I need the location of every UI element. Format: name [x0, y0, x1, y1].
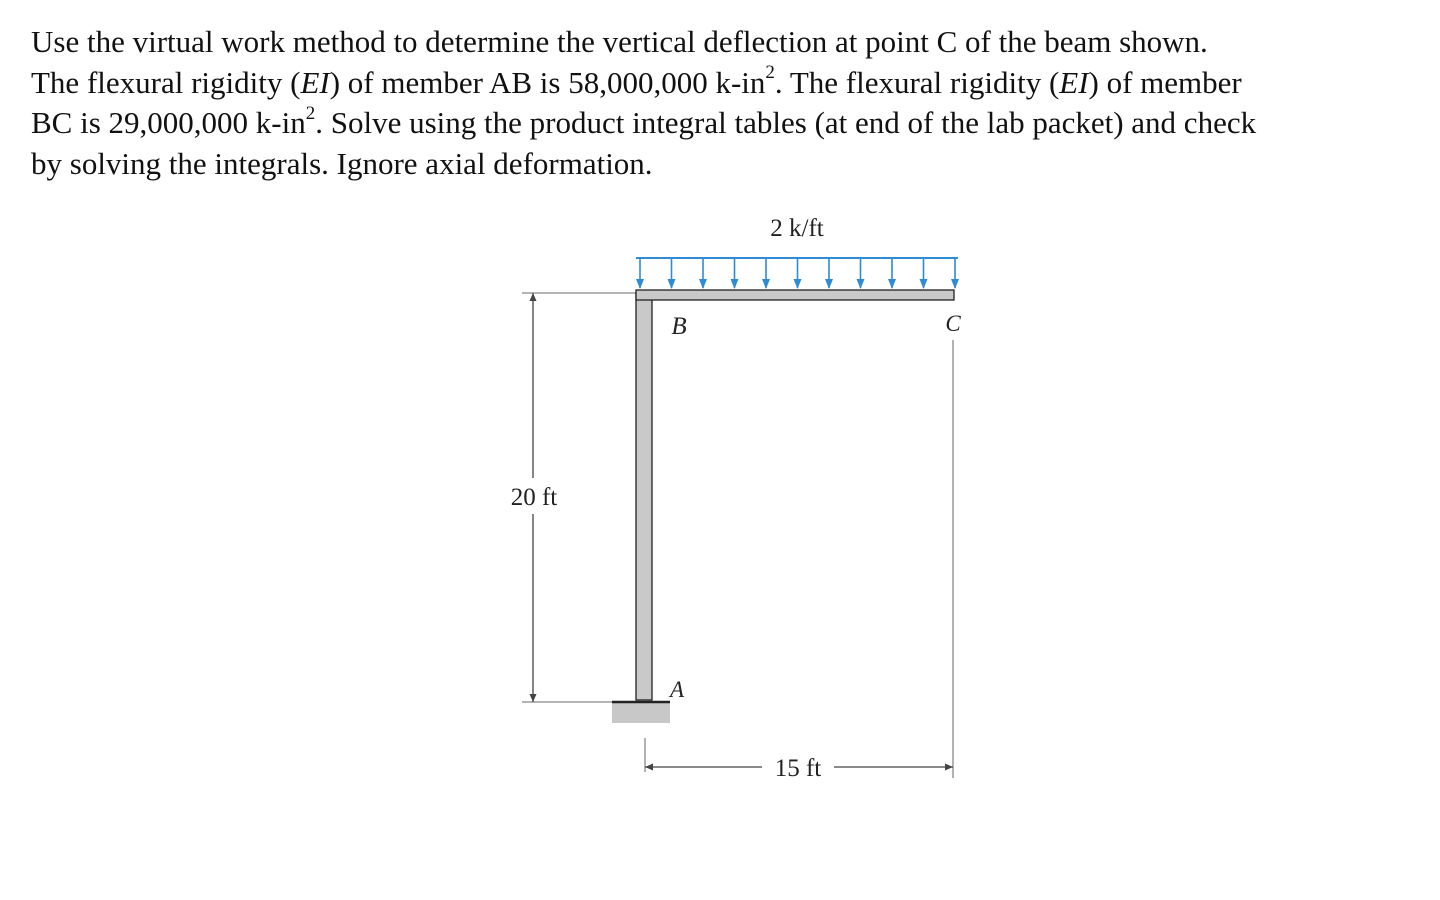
- problem-text: ) of member AB is 58,000,000 k-in: [329, 64, 766, 100]
- problem-text: . The flexural rigidity (: [774, 64, 1060, 100]
- ei-symbol: EI: [1059, 64, 1089, 100]
- superscript: 2: [305, 102, 316, 124]
- distributed-load: [636, 258, 959, 289]
- problem-text: The flexural rigidity (: [31, 64, 301, 100]
- load-arrow-head: [888, 279, 896, 289]
- load-arrow-head: [636, 279, 644, 289]
- label-a: A: [669, 677, 685, 702]
- height-dim-arrow-top: [530, 293, 537, 301]
- problem-line-4: by solving the integrals. Ignore axial deformation.: [31, 145, 653, 181]
- problem-text: ) of member: [1088, 64, 1242, 100]
- load-arrow-head: [731, 279, 739, 289]
- load-arrows: [636, 258, 959, 289]
- load-arrow-head: [668, 279, 676, 289]
- load-arrow-head: [825, 279, 833, 289]
- load-arrow-head: [857, 279, 865, 289]
- width-dim-arrow-right: [945, 764, 953, 771]
- label-b: B: [671, 313, 687, 340]
- load-arrow-head: [762, 279, 770, 289]
- superscript: 2: [765, 62, 775, 84]
- load-arrow-head: [794, 279, 802, 289]
- problem-text: . Solve using the product integral tables (at end of the lab packet) and check: [315, 105, 1257, 140]
- height-dimension: [511, 293, 558, 702]
- member-bc: [636, 290, 954, 300]
- load-arrow-head: [920, 279, 928, 289]
- load-arrow-head: [951, 279, 959, 289]
- problem-text: BC is 29,000,000 k-in: [31, 105, 306, 140]
- height-dim-label: 20 ft: [510, 484, 558, 511]
- load-label: 2 k/ft: [770, 215, 824, 242]
- joint-b: [637, 291, 651, 299]
- height-dim-arrow-bottom: [530, 694, 537, 702]
- problem-line-1: Use the virtual work method to determine the vertical deflection at point C of the beam shown.: [31, 24, 1208, 59]
- member-ab: [636, 293, 652, 700]
- support-block: [612, 702, 670, 723]
- label-c: C: [945, 311, 961, 336]
- load-arrow-head: [699, 279, 707, 289]
- width-dim-arrow-left: [645, 764, 653, 771]
- width-dimension: [645, 755, 953, 782]
- ei-symbol: EI: [300, 64, 330, 100]
- width-dim-label: 15 ft: [774, 755, 822, 782]
- fixed-support: [612, 702, 670, 723]
